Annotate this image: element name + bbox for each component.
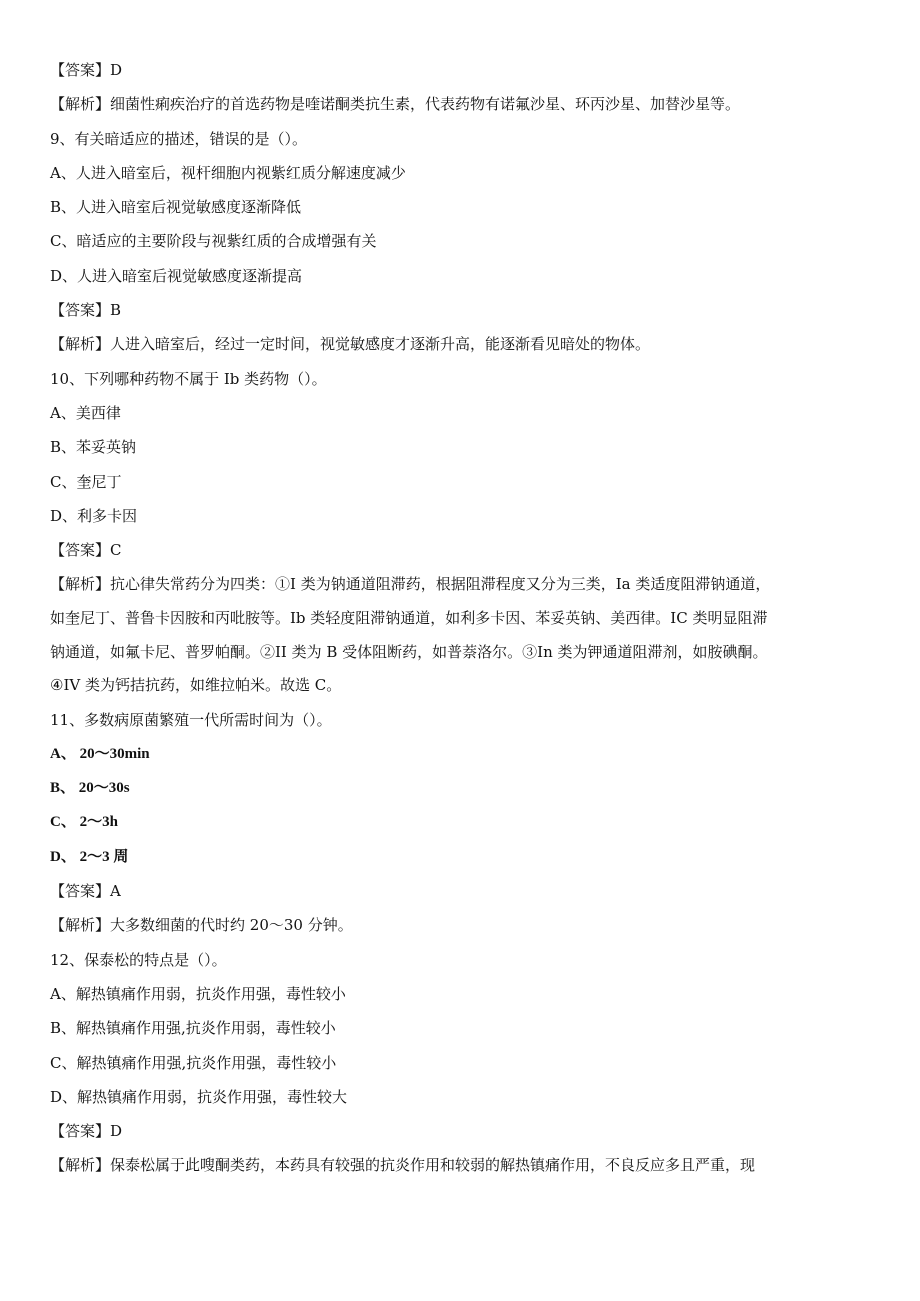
- answer-line: 【答案】C: [50, 541, 122, 560]
- explanation-line: 【解析】细菌性痢疾治疗的首选药物是喹诺酮类抗生素，代表药物有诺氟沙星、环丙沙星、加替沙星等。: [50, 95, 741, 114]
- explanation-line: 【解析】抗心律失常药分为四类：①I 类为钠通道阻滞药，根据阻滞程度又分为三类，Ia 类适度阻滞钠通道，: [50, 575, 771, 594]
- option-a: A、美西律: [50, 403, 121, 422]
- answer-line: 【答案】D: [50, 61, 123, 79]
- option-a: A、 20～30min: [50, 745, 150, 762]
- option-b: B、苯妥英钠: [50, 438, 137, 457]
- answer-line: 【答案】D: [50, 1122, 123, 1141]
- option-c: C、 2～3h: [50, 814, 118, 831]
- question-10: 10、下列哪种药物不属于 Ib 类药物（）。: [50, 369, 327, 388]
- explanation-line: 【解析】保泰松属于此嗖酮类药，本药具有较强的抗炎作用和较弱的解热镇痛作用，不良反应多且严重，现: [50, 1156, 756, 1175]
- explanation-line: 【解析】大多数细菌的代时约 20～30 分钟。: [50, 916, 353, 935]
- option-d: D、利多卡因: [50, 506, 138, 525]
- option-a: A、解热镇痛作用弱，抗炎作用强，毒性较小: [50, 984, 346, 1003]
- explanation-line: ④IV 类为钙拮抗药，如维拉帕米。故选 C。: [50, 676, 342, 695]
- option-d: D、 2～3 周: [50, 848, 129, 865]
- question-11: 11、多数病原菌繁殖一代所需时间为（）。: [50, 710, 332, 729]
- question-12: 12、保泰松的特点是（）。: [50, 950, 227, 969]
- option-c: C、解热镇痛作用强,抗炎作用强，毒性较小: [50, 1053, 337, 1072]
- answer-line: 【答案】B: [50, 301, 122, 320]
- option-c: C、暗适应的主要阶段与视紫红质的合成增强有关: [50, 232, 377, 251]
- explanation-line: 如奎尼丁、普鲁卡因胺和丙吡胺等。Ib 类轻度阻滞钠通道，如利多卡因、苯妥英钠、美西律。IC 类明显阻滞: [50, 609, 768, 628]
- option-c: C、奎尼丁: [50, 472, 122, 491]
- document-body: [50, 60, 860, 1190]
- option-d: D、人进入暗室后视觉敏感度逐渐提高: [50, 266, 303, 285]
- explanation-paragraph: [50, 574, 860, 696]
- question-9: 9、有关暗适应的描述，错误的是（）。: [50, 129, 308, 148]
- option-a: A、人进入暗室后，视杆细胞内视紫红质分解速度减少: [50, 163, 406, 182]
- option-b: B、人进入暗室后视觉敏感度逐渐降低: [50, 198, 302, 217]
- explanation-line: 【解析】人进入暗室后，经过一定时间，视觉敏感度才逐渐升高，能逐渐看见暗处的物体。: [50, 335, 651, 354]
- option-d: D、解热镇痛作用弱，抗炎作用强，毒性较大: [50, 1087, 348, 1106]
- option-b: B、 20～30s: [50, 780, 130, 797]
- option-b: B、解热镇痛作用强,抗炎作用弱，毒性较小: [50, 1019, 336, 1038]
- answer-line: 【答案】A: [50, 882, 121, 901]
- explanation-line: 钠通道，如氟卡尼、普罗帕酮。②II 类为 B 受体阻断药，如普萘洛尔。③In 类为钾通道阻滞剂，如胺碘酮。: [50, 642, 768, 661]
